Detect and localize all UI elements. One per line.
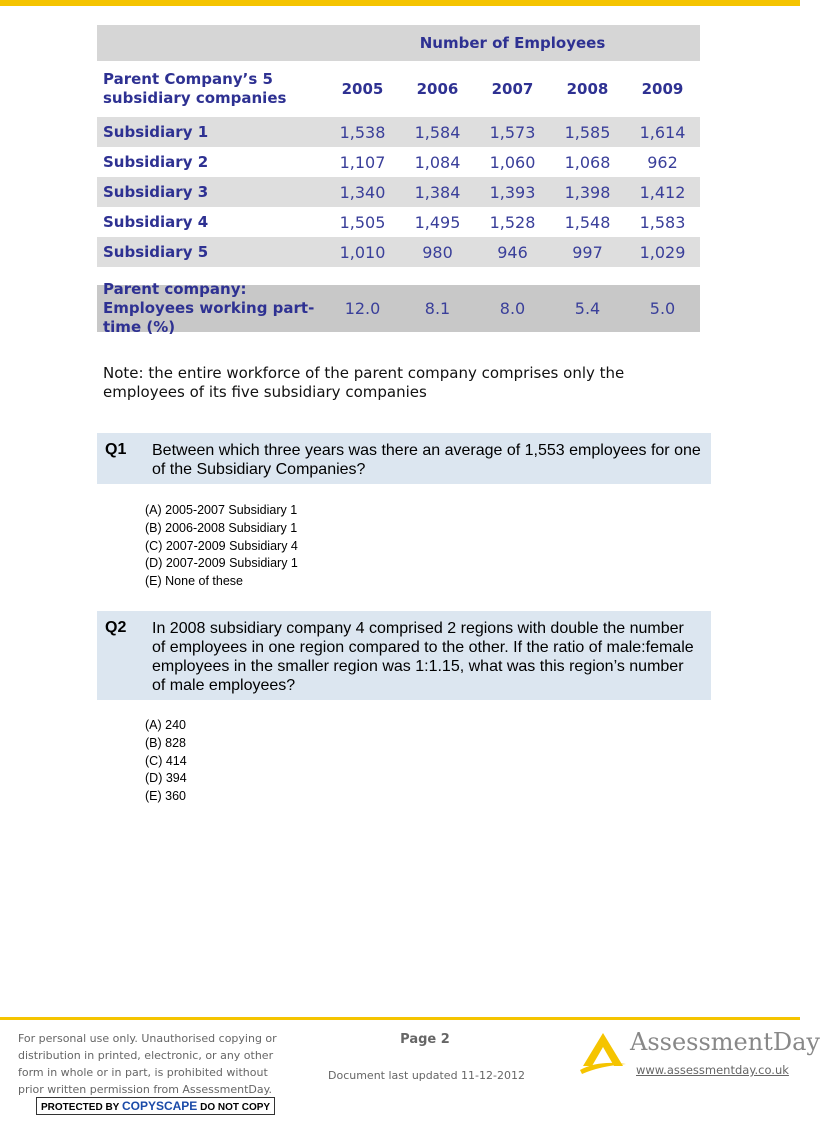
top-accent-bar: [0, 0, 800, 6]
cell: 1,010: [339, 242, 386, 262]
year-header: 2007: [491, 80, 534, 98]
cell: 1,505: [339, 212, 386, 232]
cell: 5.4: [574, 299, 601, 318]
footer-divider: [0, 1017, 800, 1020]
row-label: Subsidiary 5: [103, 242, 209, 261]
website-link[interactable]: www.assessmentday.co.uk: [636, 1063, 789, 1077]
question-text: Between which three years was there an average of 1,553 employees for one of the Subsidiary Companies?: [152, 442, 701, 478]
cell: 1,584: [414, 122, 461, 142]
year-header: 2005: [341, 80, 384, 98]
answer-option[interactable]: (A) 2005-2007 Subsidiary 1: [145, 503, 298, 517]
assessmentday-logo-icon: [578, 1030, 628, 1074]
year-header: 2006: [416, 80, 459, 98]
answer-option[interactable]: (B) 2006-2008 Subsidiary 1: [145, 520, 298, 535]
copyscape-prefix: PROTECTED BY: [41, 1102, 120, 1113]
cell: 1,585: [564, 122, 611, 142]
question-number: Q2: [105, 619, 127, 636]
copyscape-badge[interactable]: [36, 1097, 275, 1115]
copyscape-brand: COPYSCAPE: [121, 1099, 198, 1113]
employees-table: [97, 25, 700, 336]
table-row: [97, 177, 700, 207]
table-title: Number of Employees: [419, 34, 606, 52]
cell: 1,107: [339, 152, 386, 172]
cell: 1,384: [414, 182, 461, 202]
cell: 8.0: [499, 299, 526, 318]
cell: 1,614: [639, 122, 686, 142]
row-label: Subsidiary 3: [103, 182, 209, 201]
copyscape-suffix: DO NOT COPY: [200, 1102, 271, 1113]
table-row: [97, 207, 700, 237]
cell: 1,060: [489, 152, 536, 172]
answer-option[interactable]: (D) 394: [145, 771, 187, 786]
cell: 1,583: [639, 212, 686, 232]
cell: 1,573: [489, 122, 536, 142]
question-box-q2: [97, 611, 711, 700]
row-label: Subsidiary 1: [103, 122, 209, 141]
footer-disclaimer: For personal use only. Unauthorised copying or distribution in printed, electronic, or any other form in whole or in part, is prohibited without prior written permission from AssessmentDay.: [18, 1032, 277, 1096]
answer-option[interactable]: (E) None of these: [145, 574, 243, 589]
cell: 1,538: [339, 122, 386, 142]
cell: 1,084: [414, 152, 461, 172]
cell: 997: [572, 242, 603, 262]
answer-option[interactable]: (D) 2007-2009 Subsidiary 1: [145, 556, 298, 571]
row-label: Subsidiary 4: [103, 212, 209, 231]
year-header: 2009: [641, 80, 684, 98]
answer-option[interactable]: (C) 2007-2009 Subsidiary 4: [145, 538, 298, 553]
cell: 1,068: [564, 152, 611, 172]
table-title-row: [97, 25, 700, 61]
table-corner-label: Parent Company’s 5 subsidiary companies: [103, 70, 287, 107]
cell: 980: [422, 242, 453, 262]
last-updated: Document last updated 11-12-2012: [328, 1069, 525, 1082]
cell: 1,393: [489, 182, 536, 202]
answer-option[interactable]: (A) 240: [145, 718, 186, 732]
options-q1: [145, 502, 298, 591]
table-row: [97, 237, 700, 267]
brand-name: AssessmentDay: [630, 1028, 820, 1056]
cell: 1,528: [489, 212, 536, 232]
question-text: In 2008 subsidiary company 4 comprised 2 regions with double the number of employees in one region compared to the other. If the ratio of male:female employees in the smaller region was 1:1.15, what was this region’s number of male employees?: [152, 620, 694, 694]
parttime-row: [97, 280, 700, 336]
cell: 5.0: [649, 299, 676, 318]
cell: 1,029: [639, 242, 686, 262]
question-box-q1: [97, 433, 711, 484]
cell: 8.1: [424, 299, 451, 318]
cell: 12.0: [344, 299, 381, 318]
question-number: Q1: [105, 441, 127, 458]
table-row: [97, 147, 700, 177]
table-note: Note: the entire workforce of the parent company comprises only the employees of its five subsidiary companies: [103, 364, 625, 401]
cell: 1,548: [564, 212, 611, 232]
cell: 962: [647, 152, 678, 172]
options-q2: [145, 717, 187, 806]
answer-option[interactable]: (B) 828: [145, 735, 186, 750]
cell: 1,495: [414, 212, 461, 232]
answer-option[interactable]: (C) 414: [145, 753, 187, 768]
row-label: Parent company: Employees working part-time (%): [103, 280, 315, 336]
row-label: Subsidiary 2: [103, 152, 209, 171]
table-row: [97, 117, 700, 147]
cell: 1,398: [564, 182, 611, 202]
year-header: 2008: [566, 80, 609, 98]
cell: 1,412: [639, 182, 686, 202]
cell: 946: [497, 242, 528, 262]
answer-option[interactable]: (E) 360: [145, 789, 186, 804]
page-number: Page 2: [400, 1032, 450, 1047]
cell: 1,340: [339, 182, 386, 202]
table-year-header-row: [97, 61, 700, 117]
